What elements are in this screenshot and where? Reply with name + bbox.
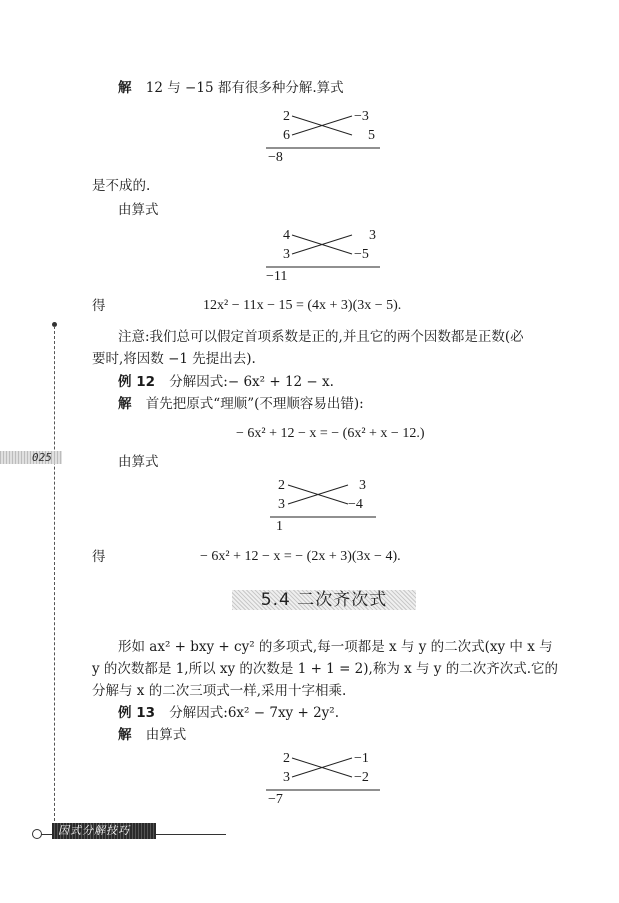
cross-diagram-3 xyxy=(266,476,392,536)
text-line: 是不成的. xyxy=(92,178,151,194)
section-title: 5.4 二次齐次式 xyxy=(260,590,388,610)
de-label: 得 xyxy=(92,298,106,314)
footer-title: 因式分解技巧 xyxy=(58,824,130,837)
result-equation: − 6x² + 12 − x = − (2x + 3)(3x − 4). xyxy=(200,549,401,564)
cross-bottom-right: 5 xyxy=(368,128,375,143)
solution-text: 首先把原式“理顺”(不理顺容易出错): xyxy=(145,396,364,412)
solution-label: 解 xyxy=(118,80,132,96)
cross-top-right: 3 xyxy=(369,228,376,243)
result-equation: 12x² − 11x − 15 = (4x + 3)(3x − 5). xyxy=(203,298,402,313)
cross-diagram-2 xyxy=(256,226,382,286)
solution-line xyxy=(118,725,186,745)
cross-top-left: 2 xyxy=(283,109,290,124)
cross-top-left: 2 xyxy=(283,751,290,766)
solution-text: 由算式 xyxy=(145,727,187,743)
note-line: 要时,将因数 −1 先提出去). xyxy=(92,351,256,367)
footer-circle-icon xyxy=(32,829,42,839)
cross-bottom-left: 3 xyxy=(283,247,290,262)
solution-line xyxy=(118,78,344,98)
cross-bottom-left: 3 xyxy=(283,770,290,785)
cross-top-left: 4 xyxy=(283,228,290,243)
cross-sum: −11 xyxy=(266,269,288,284)
example-text: 分解因式:− 6x² + 12 − x. xyxy=(169,374,334,390)
cross-diagram-1 xyxy=(256,107,382,167)
solution-label: 解 xyxy=(118,727,132,743)
cross-bottom-right: −2 xyxy=(354,770,369,785)
cross-sum: 1 xyxy=(276,519,283,534)
cross-sum: −8 xyxy=(268,150,283,165)
cross-top-left: 2 xyxy=(278,478,285,493)
example-heading xyxy=(118,703,339,723)
paragraph-line: 分解与 x 的二次三项式一样,采用十字相乘. xyxy=(92,683,347,699)
solution-label: 解 xyxy=(118,396,132,412)
example-label: 例 12 xyxy=(118,374,155,390)
note-line: 注意:我们总可以假定首项系数是正的,并且它的两个因数都是正数(必 xyxy=(118,329,524,345)
text-line: 由算式 xyxy=(118,454,159,470)
example-label: 例 13 xyxy=(118,705,155,721)
example-text: 分解因式:6x² − 7xy + 2y². xyxy=(169,705,339,721)
example-heading xyxy=(118,372,334,392)
text-line: 由算式 xyxy=(118,202,159,218)
de-label: 得 xyxy=(92,549,106,565)
paragraph-line: y 的次数都是 1,所以 xy 的次数是 1 + 1 = 2),称为 x 与 y 的二次齐次式.它的 xyxy=(92,661,559,677)
equation: − 6x² + 12 − x = − (6x² + x − 12.) xyxy=(236,426,425,441)
solution-line xyxy=(118,394,364,414)
cross-bottom-right: −5 xyxy=(354,247,369,262)
paragraph-line: 形如 ax² + bxy + cy² 的多项式,每一项都是 x 与 y 的二次式(xy 中 x 与 xyxy=(118,639,553,655)
cross-sum: −7 xyxy=(268,792,283,807)
cross-top-right: −1 xyxy=(354,751,369,766)
solution-text: 12 与 −15 都有很多种分解.算式 xyxy=(145,80,344,96)
page-number-tab xyxy=(0,451,62,464)
cross-top-right: 3 xyxy=(359,478,366,493)
margin-dashed-line xyxy=(54,326,55,826)
page-number: 025 xyxy=(32,451,52,464)
cross-diagram-4 xyxy=(256,749,382,809)
cross-top-right: −3 xyxy=(354,109,369,124)
cross-bottom-left: 3 xyxy=(278,497,285,512)
cross-bottom-left: 6 xyxy=(283,128,290,143)
cross-bottom-right: −4 xyxy=(348,497,363,512)
